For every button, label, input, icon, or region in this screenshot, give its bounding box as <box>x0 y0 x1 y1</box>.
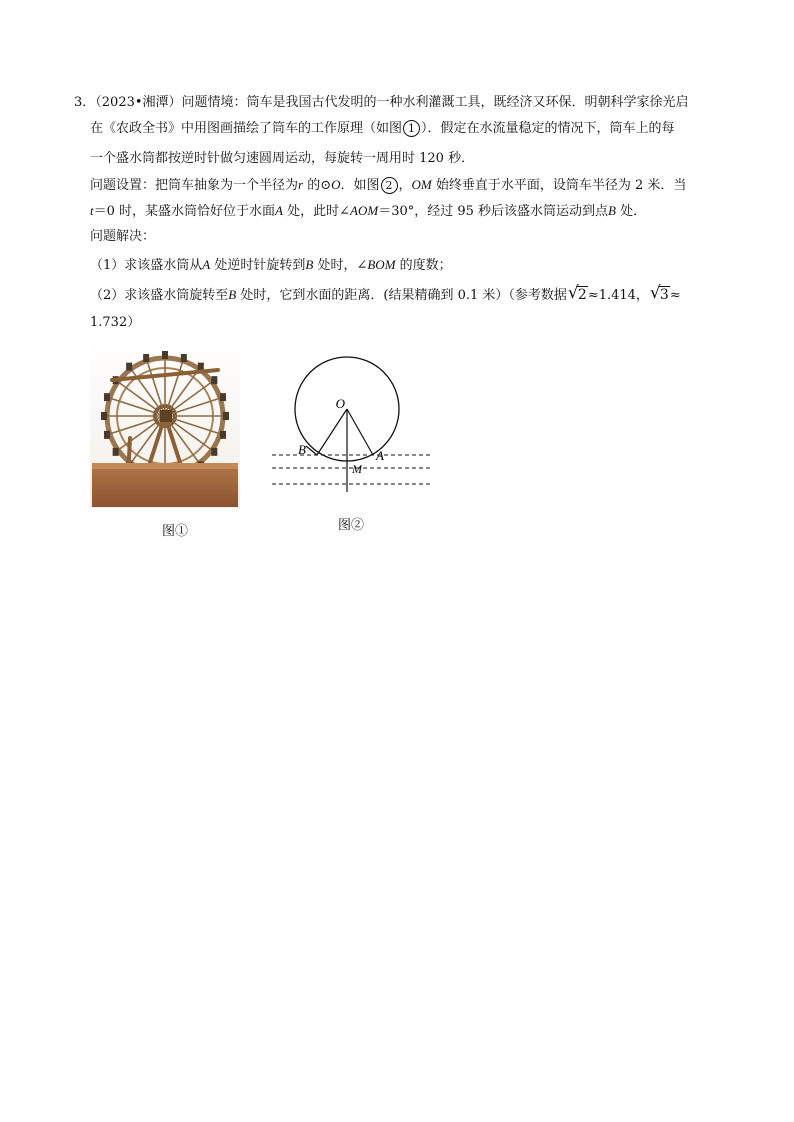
problem-text: ， <box>398 178 412 193</box>
problem-text: （2）求该盛水筒旋转至 <box>90 288 229 303</box>
problem-text: ＝30°，经过 95 秒后该盛水筒运动到点 <box>378 204 609 219</box>
problem-text: 问题情境：筒车是我国古代发明的一种水利灌溉工具，既经济又环保．明朝科学家徐光启 <box>181 95 689 110</box>
figure-2-caption: 图② <box>338 518 365 533</box>
problem-line-2 <box>90 120 675 138</box>
figure-ref-2: 2 <box>381 177 398 194</box>
math-var: B <box>305 257 314 272</box>
question-1 <box>90 256 452 275</box>
sqrt-3: √ 3 <box>649 283 669 303</box>
figure-1-caption: 图① <box>162 524 189 539</box>
math-var: t <box>90 203 94 218</box>
problem-line-4 <box>90 176 686 195</box>
line-ob <box>317 409 347 455</box>
wheel-bucket <box>211 448 217 456</box>
problem-number: 3． <box>74 95 96 110</box>
problem-line-6 <box>90 228 155 246</box>
problem-text: ≈ <box>669 288 681 303</box>
wheel-bucket <box>113 448 119 456</box>
wheel-bucket <box>126 363 132 371</box>
problem-text: 处． <box>616 204 647 219</box>
problem-text: 处时，它到水面的距离．(结果精确到 0.1 米）（参考数据 <box>236 288 567 303</box>
circle-symbol: ⊙ <box>320 178 332 193</box>
line-oa <box>347 409 373 455</box>
label-o: O <box>335 396 345 411</box>
problem-text: 处时，∠ <box>313 258 368 273</box>
wheel-bucket <box>211 376 217 384</box>
wheel-bucket <box>143 354 149 362</box>
problem-text: 一个盛水筒都按逆时针做匀速圆周运动，每旋转一周用时 120 秒． <box>90 151 475 166</box>
problem-text: 问题设置：把筒车抽象为一个半径为 <box>90 178 299 193</box>
math-var: B <box>228 287 237 302</box>
label-a: A <box>376 448 384 463</box>
problem-text: 处逆时针旋转到 <box>210 258 306 273</box>
wheel-bucket <box>220 393 226 401</box>
wheel-bucket <box>101 412 107 420</box>
wheel-bucket <box>104 431 110 439</box>
problem-text: 的度数； <box>395 258 452 273</box>
problem-text: 问题解决： <box>90 229 156 244</box>
problem-line-5 <box>90 202 646 221</box>
problem-text: （1）求该盛水筒从 <box>90 258 203 273</box>
label-b: B <box>298 442 306 457</box>
sqrt-2: √ 2 <box>567 283 587 303</box>
wheel-bucket <box>220 431 226 439</box>
label-m: M <box>352 462 362 476</box>
problem-line-3 <box>90 150 474 168</box>
wheel-bucket <box>104 393 110 401</box>
problem-text: 始终垂直于水平面，设筒车半径为 2 米．当 <box>431 178 687 193</box>
math-var: r <box>298 177 304 192</box>
problem-line-1 <box>74 94 689 112</box>
math-var: A <box>275 203 283 218</box>
problem-text: ）．假定在水流量稳定的情况下，筒车上的每 <box>421 121 675 136</box>
math-var: AOM <box>350 203 379 218</box>
water-wheel-photo <box>90 338 240 508</box>
problem-source: （2023•湘潭） <box>95 95 182 110</box>
math-var: B <box>608 203 616 218</box>
math-var: O <box>331 177 341 192</box>
wheel-bucket <box>181 354 187 362</box>
geometry-diagram <box>268 346 438 496</box>
problem-text: ．如图 <box>340 178 380 193</box>
problem-text: 在《农政全书》中用图画描绘了筒车的工作原理（如图 <box>90 121 403 136</box>
question-2 <box>90 283 681 305</box>
problem-text: ＝0 时，某盛水筒恰好位于水面 <box>93 204 276 219</box>
problem-text: 处，此时∠ <box>282 204 351 219</box>
figure-ref-1: 1 <box>403 120 420 137</box>
math-var: OM <box>411 177 432 192</box>
problem-line-8 <box>90 314 140 332</box>
wheel-bucket <box>162 351 168 359</box>
problem-text: 1.732） <box>90 315 141 330</box>
math-var: BOM <box>367 257 396 272</box>
problem-text: ≈1.414， <box>587 288 649 303</box>
problem-text: 的 <box>303 178 321 193</box>
math-var: A <box>202 257 211 272</box>
wheel-bucket <box>223 412 229 420</box>
